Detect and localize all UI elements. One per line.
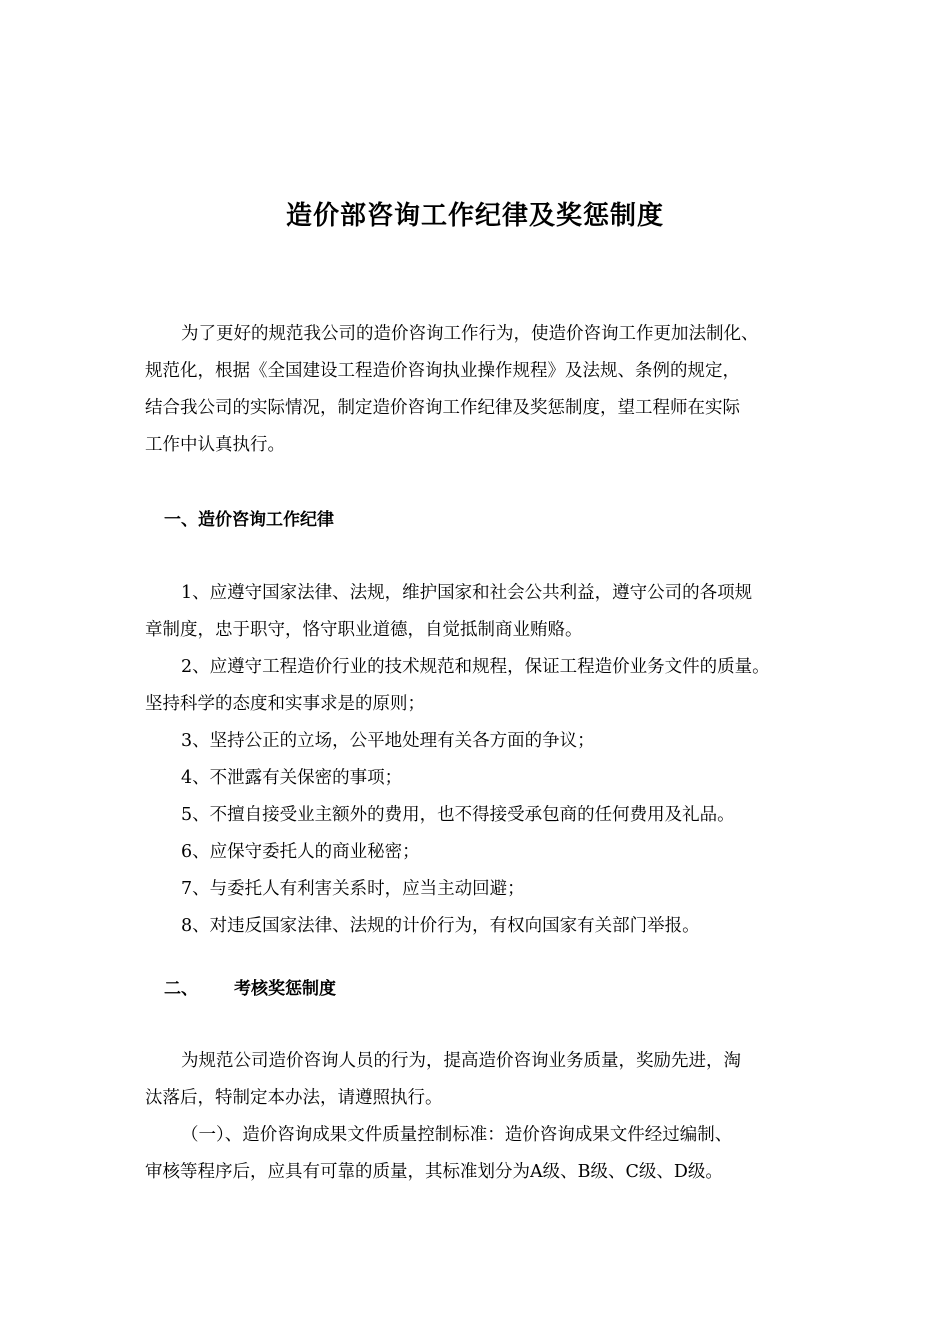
rule-line: 1、应遵守国家法律、法规，维护国家和社会公共利益，遵守公司的各项规 [181, 583, 753, 603]
rule-line: 8、对违反国家法律、法规的计价行为，有权向国家有关部门举报。 [181, 916, 700, 936]
intro-line: 为了更好的规范我公司的造价咨询工作行为，使造价咨询工作更加法制化、 [181, 324, 759, 344]
rule-line: 坚持科学的态度和实事求是的原则； [145, 694, 425, 714]
rule-line: 7、与委托人有利害关系时，应当主动回避； [181, 879, 525, 899]
rewards-line: 审核等程序后，应具有可靠的质量，其标准划分为A级、B级、C级、D级。 [145, 1162, 723, 1182]
discipline-rules [145, 575, 825, 945]
section-heading-text: 考核奖惩制度 [234, 979, 336, 999]
rule-line: 6、应保守委托人的商业秘密； [181, 842, 420, 862]
rule-line: 5、不擅自接受业主额外的费用，也不得接受承包商的任何费用及礼品。 [181, 805, 735, 825]
intro-paragraph [145, 316, 825, 464]
document-title: 造价部咨询工作纪律及奖惩制度 [285, 201, 664, 231]
intro-line: 工作中认真执行。 [145, 435, 285, 455]
rewards-line: 汰落后，特制定本办法，请遵照执行。 [145, 1088, 443, 1108]
rewards-line: 为规范公司造价咨询人员的行为，提高造价咨询业务质量，奖励先进，淘 [181, 1051, 741, 1071]
rule-line: 2、应遵守工程造价行业的技术规范和规程，保证工程造价业务文件的质量。 [181, 657, 770, 677]
rewards-line: （一）、造价咨询成果文件质量控制标准：造价咨询成果文件经过编制、 [181, 1125, 733, 1145]
intro-line: 规范化，根据《全国建设工程造价咨询执业操作规程》及法规、条例的规定， [145, 361, 740, 381]
rule-line: 章制度，忠于职守，恪守职业道德，自觉抵制商业贿赂。 [145, 620, 583, 640]
rule-line: 4、不泄露有关保密的事项； [181, 768, 403, 788]
intro-line: 结合我公司的实际情况，制定造价咨询工作纪律及奖惩制度，望工程师在实际 [145, 398, 740, 418]
section-heading-number: 二、 [164, 979, 198, 999]
rule-line: 3、坚持公正的立场，公平地处理有关各方面的争议； [181, 731, 595, 751]
section-heading-rewards [164, 974, 336, 1004]
section-heading-discipline: 一、造价咨询工作纪律 [164, 510, 334, 530]
rewards-paragraph [145, 1043, 825, 1191]
